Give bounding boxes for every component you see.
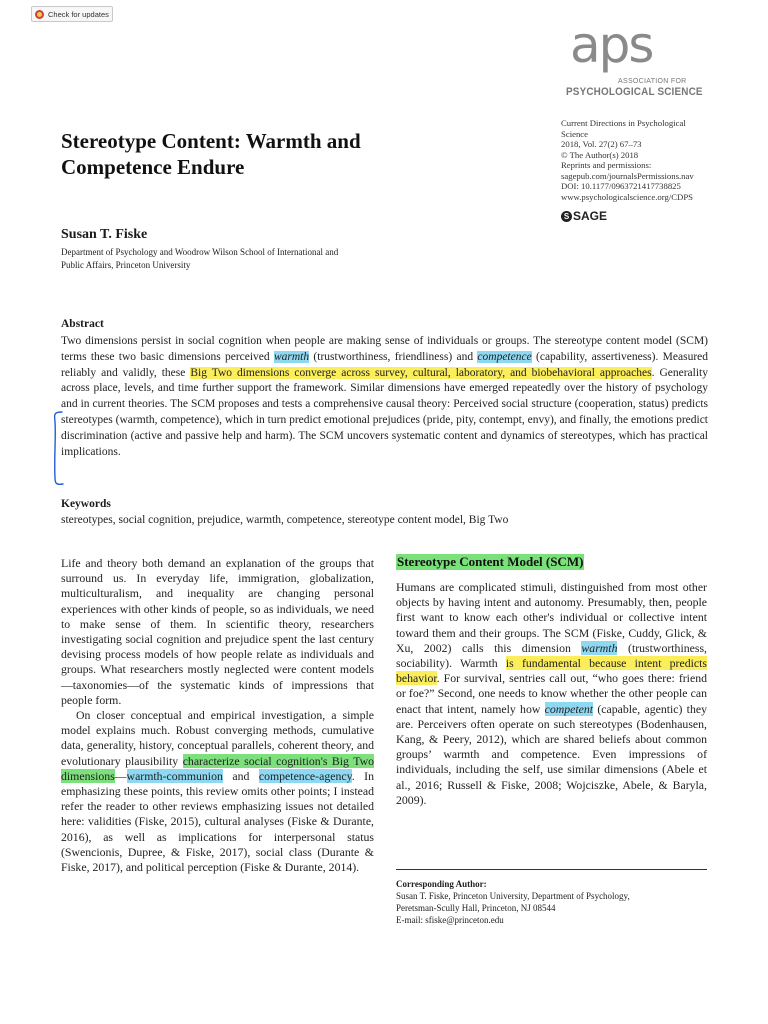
paragraph-segment: Humans are complicated stimuli, distinguished from most other objects by having intent and autonomy. Presumably, then, people first want to know each other's individual or collective intent toward them and their groups. The SCM (Fiske, Cuddy, Glick, & Xu, 2002) calls this dimension <box>396 580 707 655</box>
highlight-warmth: warmth <box>581 640 618 655</box>
check-for-updates-button[interactable] <box>31 6 113 22</box>
body-column-left <box>61 556 374 875</box>
author-name: Susan T. Fiske <box>61 227 148 242</box>
highlight-competence-agency: competence-agency <box>258 768 352 783</box>
highlight-competence: competence <box>477 350 532 363</box>
bracket-annotation-icon <box>48 408 70 488</box>
journal-line: 2018, Vol. 27(2) 67–73 <box>561 139 642 149</box>
abstract-segment: (trustworthiness, friendliness) and <box>309 350 478 363</box>
aps-logo: aps <box>570 16 653 74</box>
body-column-right <box>396 580 707 808</box>
keywords-heading: Keywords <box>61 498 111 510</box>
journal-link[interactable]: sagepub.com/journalsPermissions.nav <box>561 170 694 181</box>
highlight-big-two: Big Two dimensions converge across survey, cultural, laboratory, and biobehavioral approaches <box>190 366 652 379</box>
paragraph <box>61 708 374 875</box>
journal-doi[interactable]: DOI: 10.1177/0963721417738825 <box>561 181 681 191</box>
corresponding-author-block <box>396 878 707 926</box>
highlight-warmth: warmth <box>273 350 310 363</box>
author-affiliation <box>61 246 421 271</box>
journal-info <box>561 118 751 202</box>
abstract-text <box>61 334 708 460</box>
affiliation-line: Public Affairs, Princeton University <box>61 259 191 270</box>
paragraph-segment: and <box>222 768 259 783</box>
abstract-segment: Two dimensions persist in social cognition when people are making sense of individuals or groups. The stereotype content model (SCM) terms these two basic dimensions perceived <box>61 335 708 363</box>
logo-psychological-science-text: PSYCHOLOGICAL SCIENCE <box>566 86 703 98</box>
sage-mark-icon: S <box>561 211 572 222</box>
keywords-text: stereotypes, social cognition, prejudice, warmth, competence, stereotype content model, Big Two <box>61 514 509 526</box>
title-line: Stereotype Content: Warmth and <box>61 129 361 153</box>
sage-label: SAGE <box>573 209 608 223</box>
highlight-competent: competent <box>544 701 594 716</box>
affiliation-line: Department of Psychology and Woodrow Wilson School of International and <box>61 247 339 257</box>
corresponding-author-line: Susan T. Fiske, Princeton University, Department of Psychology, <box>396 891 630 901</box>
journal-line: Reprints and permissions: <box>561 160 652 170</box>
paragraph-segment: (trustworthiness, sociability). Warmth <box>396 640 707 671</box>
paragraph-segment: (capable, agentic) they are. Perceivers often operate on such stereotypes (Bodenhausen, Kang, & Peery, 2012), which are shared beliefs about common groups’ warmth and competence. Even impressions of individuals, including the self, use similar dimensions (Abele et al., 2016; Russell & Fiske, 2008; Wojciszke, Abele, & Baryla, 2009). <box>396 701 707 807</box>
paragraph <box>396 580 707 808</box>
highlight-big-two-dimensions: characterize social cognition's Big Two dimensions <box>61 753 375 783</box>
corresponding-author-label: Corresponding Author: <box>396 879 487 889</box>
journal-line: Science <box>561 128 589 139</box>
logo-association-text: ASSOCIATION FOR <box>618 78 687 85</box>
paragraph-segment: On closer conceptual and empirical investigation, a simple model explains much. Robust converging methods, cumulative data, generality, history, conceptual parallels, coherent theory, and evolutionary plausibility <box>61 708 374 768</box>
divider <box>396 869 707 870</box>
corresponding-author-email[interactable]: E-mail: sfiske@princeton.edu <box>396 915 504 925</box>
highlight-warmth-communion: warmth-communion <box>126 768 223 783</box>
abstract-segment: . Generality across place, levels, and time further support the framework. Similar dimensions have emerged repeatedly over the history of psychology and in current theories. The SCM proposes and tests a comprehensive causal theory: Perceived social structure (cooperation, status) predicts stereotypes (warmth, competence), which in turn predict emotional prejudices (pride, pity, contempt, envy), and finally, the emotions predict discrimination (active and passive help and harm). The SCM uncovers systematic content and dynamics of stereotypes, which has practical implications. <box>61 366 708 458</box>
paragraph-segment: — <box>114 768 127 783</box>
article-title <box>61 128 491 180</box>
check-for-updates-label: Check for updates <box>48 9 109 19</box>
sage-logo <box>561 209 607 223</box>
paragraph-segment: . In emphasizing these points, this review omits other points; I instead refer the reader to other reviews emphasizing issues not detailed here: validities (Fiske, 2015), cultural analyses (Fiske & Durante, 2016), as well as implications for interpersonal status (Swencionis, Dupree, & Fiske, 2017), social class (Durante & Fiske, 2017), and political perception (Fiske & Durante, 2014). <box>61 768 374 875</box>
paragraph-segment: . For survival, sentries call out, “who goes there: friend or foe?” Second, one needs to know whether the other people can enact that intent, namely how <box>396 671 707 716</box>
journal-link[interactable]: www.psychologicalscience.org/CDPS <box>561 191 693 202</box>
journal-line: © The Author(s) 2018 <box>561 149 639 160</box>
corresponding-author-line: Peretsman-Scully Hall, Princeton, NJ 08544 <box>396 903 556 913</box>
journal-line: Current Directions in Psychological <box>561 118 686 128</box>
crossmark-icon <box>35 10 44 19</box>
highlight-intent-predicts-behavior: is fundamental because intent predicts behavior <box>396 656 707 686</box>
abstract-segment: (capability, assertiveness). Measured reliably and validly, these <box>61 350 709 379</box>
section-heading: Stereotype Content Model (SCM) <box>397 554 584 569</box>
abstract-heading: Abstract <box>61 318 104 330</box>
paragraph: Life and theory both demand an explanation of the groups that surround us. In everyday life, immigration, globalization, multiculturalism, and inequality are changing personal experiences with other kinds of people, so as individuals, we need to make sense of them. In scientific theory, researchers investigating social cognition and prejudice spent the last century devising process models of how people relate as individuals and groups. What researchers mostly neglected were content models—taxonomies—of the systematic kinds of impressions that people form. <box>61 556 374 707</box>
title-line: Competence Endure <box>61 155 245 179</box>
